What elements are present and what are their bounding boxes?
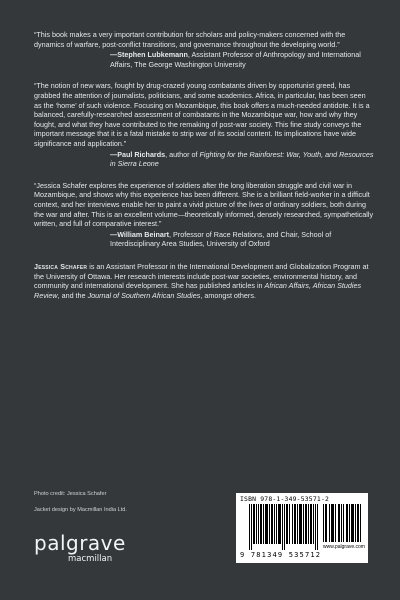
photo-credit: Photo credit: Jessica Schafer [34,491,107,497]
quote-1-affiliation: , Assistant Professor of Anthropology and International Affairs, The George Washington University [110,50,361,69]
quote-3-attribution [110,230,374,249]
quote-1-attribution [110,50,374,69]
quote-3-author: —William Beinart [110,229,170,239]
isbn-text: ISBN 978-1-349-53571-2 [240,495,330,503]
quote-3-affiliation: , Professor of Race Relations, and Chair, School of Interdisciplinary Area Studies, University of Oxford [110,229,332,249]
bio-text-1: is an Assistant Professor in the International Development and Globalization Program at the University of Ottawa. Her research interests include post-war societies, environmental history, and community and international development. She has published articles in [34,261,369,291]
quote-2-attribution [110,150,374,169]
publisher-logo [34,533,126,564]
author-bio [34,262,374,301]
jacket-credit: Jacket design by Macmillan India Ltd. [34,507,127,513]
cover-text [34,30,374,301]
quote-2-affiliation: , author of [165,149,200,159]
ean-barcode [249,504,319,550]
bio-text-2: , and the [57,291,88,301]
quote-2-author: —Paul Richards [110,149,166,159]
publisher-logo-word: palgrave [34,531,126,555]
author-name: Jessica Schafer [34,261,88,271]
quote-3-text: “Jessica Schafer explores the experience of soldiers after the long liberation struggle and civil war in Mozambique, and shows why this experience has been different. She is a brilliant field-worker in a difficult context, and her interviews enable her to paint a vivid picture of the lives of ordinary soldiers, both during the war and after. This is an excellent volume—theoretically informed, densely researched, sympathetically written, and full of comparative interest.” [34,180,374,229]
barcode-panel [236,493,368,563]
bio-journal-2: Journal of Southern African Studies [87,291,201,301]
quote-2-text: “The notion of new wars, fought by drug-crazed young combatants driven by opportunist greed, has grabbed the attention of journalists, politicians, and some academics. Africa, in particular, has been seen as the ‘home’ of such violence. Focusing on Mozambique, this book offers a much-needed antidote. It is a balanced, carefully-researched assessment of combatants in the Mozambique war, how and why they fought, and what they have contributed to the remaking of post-war society. This fine study conveys the important message that it is a fatal mistake to strip war of its social content. Its implications have wide significance and application.” [34,81,370,148]
quote-1-author: —Stephen Lubkemann [110,50,188,60]
credits [34,491,127,523]
bio-journal-1: African Affairs, African Studies Review [34,281,362,301]
quote-1-text: “This book makes a very important contribution for scholars and policy-makers concerned with the dynamics of warfare, post-conflict transitions, and governance throughout the developing world.” [34,30,346,49]
quote-2-book-title: Fighting for the Rainforest: War, Youth, and Resources in Sierra Leone [110,149,374,169]
publisher-url: www.palgrave.com [323,544,365,550]
barcode-digits: 9 781349 535712 [240,551,322,559]
bio-text-3: , amongst others. [200,291,256,301]
publisher-logo-sub: macmillan [68,554,113,564]
price-barcode [323,504,363,542]
